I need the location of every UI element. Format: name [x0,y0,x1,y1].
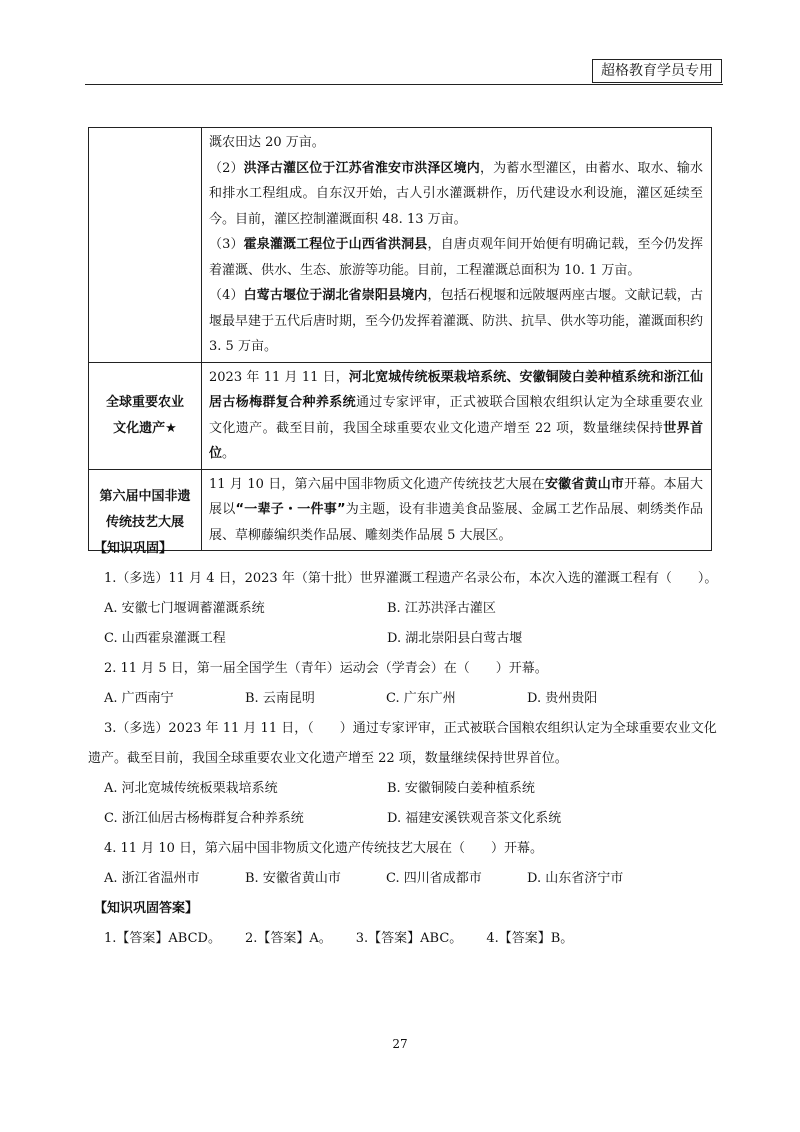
option: B. 江苏洪泽古灌区 [387,601,496,616]
options-row [88,774,718,804]
option: B. 安徽省黄山市 [245,871,341,886]
quiz-section [88,534,718,954]
option: C. 四川省成都市 [386,871,482,886]
options-row [88,624,718,654]
answers-row [88,924,718,954]
section-title: 【知识巩固答案】 [94,901,199,916]
option: B. 云南昆明 [245,691,315,706]
option: D. 湖北崇阳县白莺古堰 [387,631,523,646]
option: D. 山东省济宁市 [527,871,624,886]
question-stem: 3.（多选）2023 年 11 月 11 日，（ ）通过专家评审，正式被联合国粮农组织认定为全球重要农业文化 [104,721,717,736]
table-row [89,362,712,469]
page-number: 27 [392,1037,408,1051]
paragraph: 2023 年 11 月 11 日，河北宽城传统板栗栽培系统、安徽铜陵白姜种植系统和浙江仙居古杨梅群复合种养系统通过专家评审，正式被联合国粮农组织认定为全球重要农业文化遗产。截至目前，我国全球重要农业文化遗产增至 22 项，数量继续保持世界首位。 [209,369,703,461]
info-table [88,127,712,551]
row-content [202,362,712,469]
option: C. 浙江仙居古杨梅群复合种养系统 [104,811,304,826]
paragraph: 11 月 10 日，第六届中国非物质文化遗产传统技艺大展在安徽省黄山市开幕。本届大展以“一辈子・一件事”为主题，设有非遗美食品鉴展、金属工艺作品展、刺绣类作品展、草柳藤编织类作品展、雕刻类作品展 5 大展区。 [209,476,703,543]
paragraph: （3）霍泉灌溉工程位于山西省洪洞县，自唐贞观年间开始便有明确记载，至今仍发挥着灌溉、供水、生态、旅游等功能。目前，工程灌溉总面积为 10. 1 万亩。 [209,237,703,278]
row-label: 第六届中国非遗 传统技艺大展 [89,469,202,551]
answer-item: 2.【答案】A。 [244,931,332,946]
header-divider [85,84,723,85]
option: C. 山西霍泉灌溉工程 [104,631,226,646]
option: C. 广东广州 [386,691,456,706]
row-label: 全球重要农业 文化遗产★ [89,362,202,469]
table-row [89,128,712,363]
question-stem: 2. 11 月 5 日，第一届全国学生（青年）运动会（学青会）在（ ）开幕。 [104,661,548,676]
header-label: 超格教育学员专用 [592,59,722,83]
section-title: 【知识巩固】 [94,541,173,556]
answer-item: 4.【答案】B。 [486,931,574,946]
option: A. 浙江省温州市 [104,871,200,886]
option: A. 广西南宁 [104,691,174,706]
answer-item: 3.【答案】ABC。 [355,931,463,946]
row-label [89,128,202,363]
options-row [88,594,718,624]
paragraph: 溉农田达 20 万亩。 [209,135,325,150]
option: D. 福建安溪铁观音茶文化系统 [387,811,562,826]
options-row [88,804,718,834]
option: A. 安徽七门堰调蓄灌溉系统 [104,601,265,616]
options-row [88,864,718,894]
question-stem-continued: 遗产。截至目前，我国全球重要农业文化遗产增至 22 项，数量继续保持世界首位。 [88,751,568,766]
paragraph: （4）白莺古堰位于湖北省崇阳县境内，包括石枧堰和远陂堰两座古堰。文献记载，古堰最早建于五代后唐时期，至今仍发挥着灌溉、防洪、抗旱、供水等功能，灌溉面积约 3. 5 万亩。 [209,288,704,354]
answer-item: 1.【答案】ABCD。 [104,931,221,946]
row-content [202,128,712,363]
option: B. 安徽铜陵白姜种植系统 [387,781,535,796]
question-stem: 4. 11 月 10 日，第六届中国非物质文化遗产传统技艺大展在（ ）开幕。 [104,841,544,856]
paragraph: （2）洪泽古灌区位于江苏省淮安市洪泽区境内，为蓄水型灌区，由蓄水、取水、输水和排水工程组成。自东汉开始，古人引水灌溉耕作，历代建设水利设施，灌区延续至今。目前，灌区控制灌溉面积 48. 13 万亩。 [209,160,703,227]
option: A. 河北宽城传统板栗栽培系统 [104,781,278,796]
options-row [88,684,718,714]
option: D. 贵州贵阳 [527,691,598,706]
question-stem: 1.（多选）11 月 4 日，2023 年（第十批）世界灌溉工程遗产名录公布，本次入选的灌溉工程有（ ）。 [104,571,718,586]
